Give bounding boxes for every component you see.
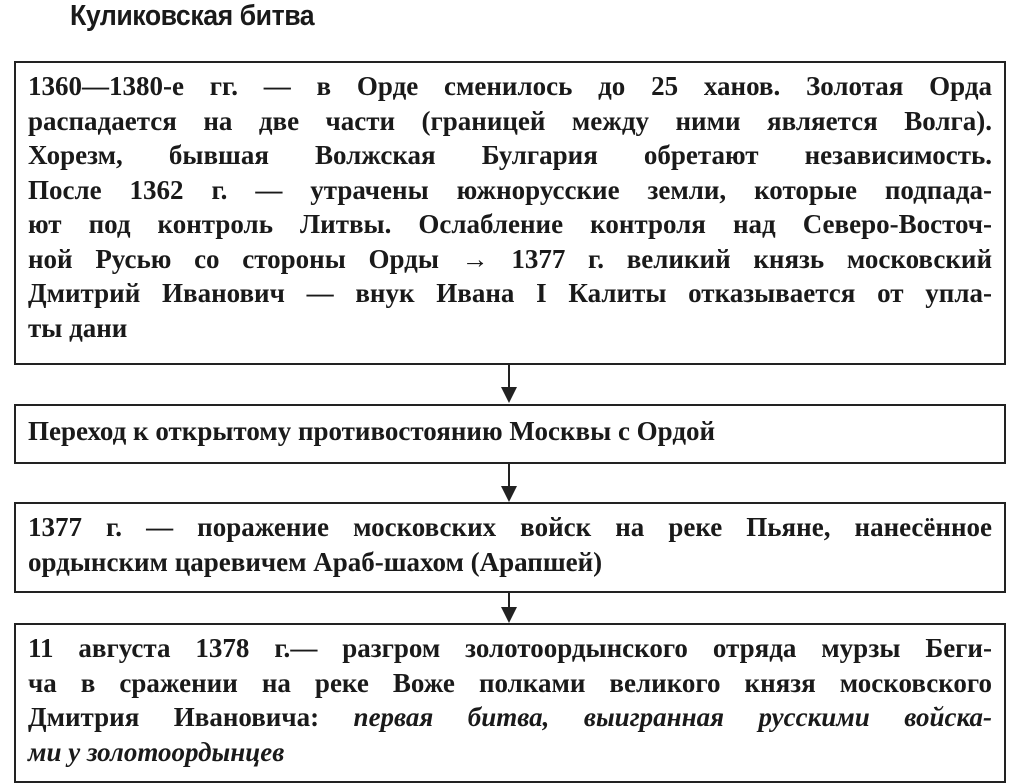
transition-line-1: Переход к открытому противостоянию Москвы с Ордой [28, 416, 716, 446]
context-line-2: распадается на две части (границей между ними является Волга). [28, 105, 992, 136]
pyana-line-1: 1377 г. — поражение московских войск на реке Пьяне, нанесённое [28, 512, 992, 542]
vozha-date-year: 1378 г. [195, 633, 291, 663]
vozha-line-3-plain: Дмитрия Ивановича: [28, 702, 354, 732]
vozha-line-1-rest: — разгром золотоордынского отряда мурзы Беги- [290, 633, 992, 663]
page-title: Куликовская битва [70, 0, 315, 32]
vozha-line-1 [28, 631, 992, 666]
context-line-8: ты дани [28, 312, 128, 343]
transition-box [14, 404, 1006, 464]
vozha-line-4: ми у золотоордынцев [28, 736, 285, 767]
context-line-1: 1360—1380-е гг. — в Орде сменилось до 25 ханов. Золотая Орда [28, 71, 992, 101]
vozha-line-3-italic: первая битва, выигранная русскими войска- [353, 702, 992, 732]
down-arrow-icon [499, 464, 519, 502]
pyana-line-2: ордынским царевичем Араб-шахом (Арапшей) [28, 546, 603, 577]
down-arrow-icon [499, 365, 519, 404]
context-box [14, 61, 1006, 365]
context-line-5: ют под контроль Литвы. Ослабление контроля над Северо-Восточ- [28, 209, 992, 239]
context-line-4: После 1362 г. — утрачены южнорусские земли, которые подпада- [28, 174, 992, 205]
vozha-date-prefix: 11 августа [28, 633, 196, 663]
context-line-3: Хорезм, бывшая Волжская Булгария обретают независимость. [28, 140, 992, 170]
context-line-6: ной Русью со стороны Орды → 1377 г. великий князь московский [28, 243, 992, 274]
context-line-7: Дмитрий Иванович — внук Ивана I Калиты отказывается от упла- [28, 278, 992, 308]
vozha-box [14, 623, 1006, 783]
pyana-box [14, 502, 1006, 593]
vozha-line-3 [28, 700, 992, 735]
down-arrow-icon [499, 593, 519, 623]
vozha-line-2: ча в сражении на реке Воже полками великого князя московского [28, 667, 992, 698]
